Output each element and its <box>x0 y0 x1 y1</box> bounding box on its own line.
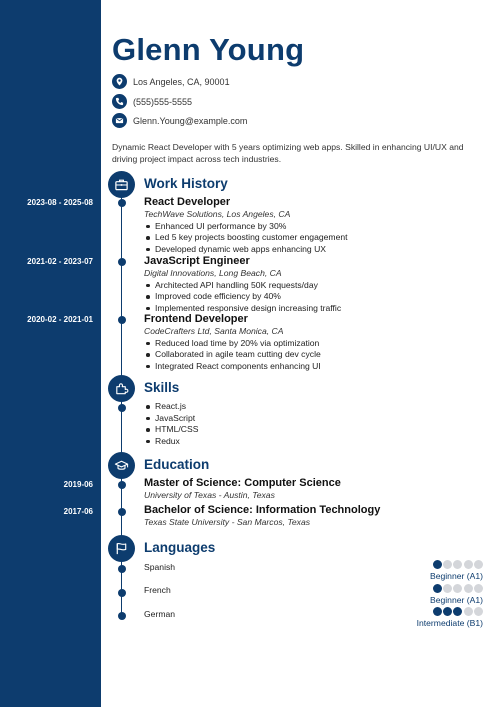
job-title: JavaScript Engineer <box>144 255 250 267</box>
job-company: CodeCrafters Ltd, Santa Monica, CA <box>144 326 284 336</box>
professional-summary: Dynamic React Developer with 5 years optimizing web apps. Skilled in enhancing UI/UX and driving project impact across tech industries. <box>112 142 464 164</box>
education-year: 2017-06 <box>63 507 93 516</box>
left-sidebar <box>0 0 101 707</box>
language-name: Spanish <box>144 562 176 572</box>
job-dates: 2023-08 - 2025-08 <box>27 198 93 207</box>
rating-dot <box>464 560 473 569</box>
list-item: React.js <box>144 401 198 413</box>
flag-icon <box>108 535 135 562</box>
list-item: Improved code efficiency by 40% <box>144 291 484 303</box>
section-title-languages: Languages <box>144 540 216 555</box>
timeline-dot <box>118 316 126 324</box>
skills-list <box>144 401 198 447</box>
list-item: Redux <box>144 436 198 448</box>
school-name: University of Texas - Austin, Texas <box>144 490 275 500</box>
address-text: Los Angeles, CA, 90001 <box>133 76 230 87</box>
job-entry <box>144 313 484 372</box>
language-level: Beginner (A1) <box>429 571 483 581</box>
puzzle-icon <box>108 375 135 402</box>
briefcase-icon <box>108 171 135 198</box>
rating-dot <box>453 584 462 593</box>
job-bullets <box>144 338 484 373</box>
list-item: Implemented responsive design increasing traffic <box>144 303 484 315</box>
contact-phone <box>112 94 192 109</box>
timeline-dot <box>118 481 126 489</box>
job-entry <box>144 255 484 314</box>
rating-dot <box>433 584 442 593</box>
timeline-dot <box>118 258 126 266</box>
language-name: French <box>144 585 171 595</box>
list-item: Developed dynamic web apps enhancing UX <box>144 244 484 256</box>
list-item: Architected API handling 50K requests/day <box>144 280 484 292</box>
candidate-name: Glenn Young <box>112 32 305 67</box>
rating-dot <box>474 584 483 593</box>
job-title: Frontend Developer <box>144 313 248 325</box>
timeline-dot <box>118 199 126 207</box>
section-title-work-history: Work History <box>144 176 228 191</box>
education-year: 2019-06 <box>63 480 93 489</box>
rating-dot <box>443 584 452 593</box>
timeline-dot <box>118 589 126 597</box>
timeline-dot <box>118 612 126 620</box>
job-company: Digital Innovations, Long Beach, CA <box>144 268 282 278</box>
list-item: Collaborated in agile team cutting dev cycle <box>144 349 484 361</box>
language-level: Beginner (A1) <box>429 595 483 605</box>
job-bullets <box>144 280 484 315</box>
job-title: React Developer <box>144 196 231 208</box>
rating-dot <box>433 560 442 569</box>
job-entry <box>144 196 484 255</box>
phone-text: (555)555-5555 <box>133 96 193 107</box>
rating-dot <box>464 607 473 616</box>
location-pin-icon <box>112 74 127 89</box>
list-item: Enhanced UI performance by 30% <box>144 221 484 233</box>
rating-dot <box>443 607 452 616</box>
timeline-dot <box>118 508 126 516</box>
list-item: JavaScript <box>144 413 198 425</box>
email-link[interactable]: Glenn.Young@example.com <box>133 115 248 126</box>
language-level: Intermediate (B1) <box>416 618 483 628</box>
language-rating <box>433 607 483 616</box>
list-item: HTML/CSS <box>144 424 198 436</box>
list-item: Led 5 key projects boosting customer engagement <box>144 232 484 244</box>
rating-dot <box>443 560 452 569</box>
job-company: TechWave Solutions, Los Angeles, CA <box>144 209 291 219</box>
timeline-dot <box>118 565 126 573</box>
rating-dot <box>474 560 483 569</box>
rating-dot <box>474 607 483 616</box>
rating-dot <box>464 584 473 593</box>
degree-title: Bachelor of Science: Information Technology <box>144 504 381 516</box>
contact-address <box>112 74 230 89</box>
rating-dot <box>433 607 442 616</box>
education-entry <box>144 477 484 501</box>
rating-dot <box>453 560 462 569</box>
language-name: German <box>144 609 176 619</box>
degree-title: Master of Science: Computer Science <box>144 477 341 489</box>
job-bullets <box>144 221 484 256</box>
education-entry <box>144 504 484 528</box>
timeline-dot <box>118 404 126 412</box>
list-item: Integrated React components enhancing UI <box>144 361 484 373</box>
job-dates: 2021-02 - 2023-07 <box>27 257 93 266</box>
section-title-skills: Skills <box>144 380 180 395</box>
job-dates: 2020-02 - 2021-01 <box>27 315 93 324</box>
contact-email[interactable] <box>112 113 247 128</box>
envelope-icon <box>112 113 127 128</box>
phone-icon <box>112 94 127 109</box>
graduation-cap-icon <box>108 452 135 479</box>
language-rating <box>433 560 483 569</box>
list-item: Reduced load time by 20% via optimization <box>144 338 484 350</box>
school-name: Texas State University - San Marcos, Texas <box>144 517 311 527</box>
section-title-education: Education <box>144 457 210 472</box>
rating-dot <box>453 607 462 616</box>
language-rating <box>433 584 483 593</box>
